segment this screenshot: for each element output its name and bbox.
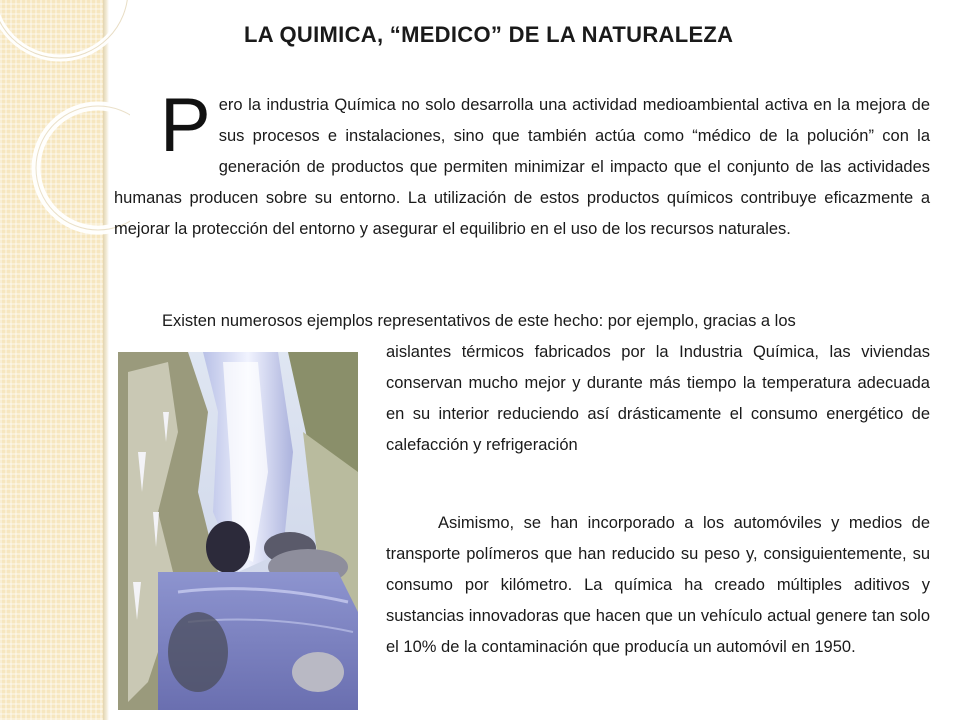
paragraph-intro-text: ero la industria Química no solo desarrolla una actividad medioambiental activa en la mejora de sus procesos e instalaciones, sino que también actúa como “médico de la polución” con la generación de productos que permiten minimizar el impacto que el conjunto de las actividades humanas producen sobre su entorno. La utilización de estos productos químicos contribuye eficazmente a mejorar la protección del entorno y asegurar el equilibrio en el uso de los recursos naturales.: [114, 96, 930, 238]
paragraph-insulation: aislantes térmicos fabricados por la Industria Química, las viviendas conservan mucho mejor y durante más tiempo la temperatura adecuada en su interior reduciendo así drásticamente el consumo energético de calefacción y refrigeración: [386, 343, 930, 454]
waterfall-photo-icon: [118, 352, 358, 710]
paragraph-vehicles-text: Asimismo, se han incorporado a los automóviles y medios de transporte polímeros que han reducido su peso y, consiguientemente, su consumo por kilómetro. La química ha creado múltiples aditivos y sustancias innovadoras que hacen que un vehículo actual genere tan solo el 10% de la contaminación que producía un automóvil en 1950.: [386, 514, 930, 656]
decorative-rings-icon: [0, 0, 130, 260]
drop-cap: P: [160, 83, 211, 168]
paragraph-examples-text: Existen numerosos ejemplos representativos de este hecho: por ejemplo, gracias a los: [162, 312, 796, 330]
paragraph-intro: [114, 83, 930, 245]
paragraph-vehicles: [386, 508, 930, 663]
page-title: LA QUIMICA, “MEDICO” DE LA NATURALEZA: [244, 22, 734, 47]
paragraph-examples: [114, 306, 930, 337]
waterfall-photo: [118, 352, 358, 710]
